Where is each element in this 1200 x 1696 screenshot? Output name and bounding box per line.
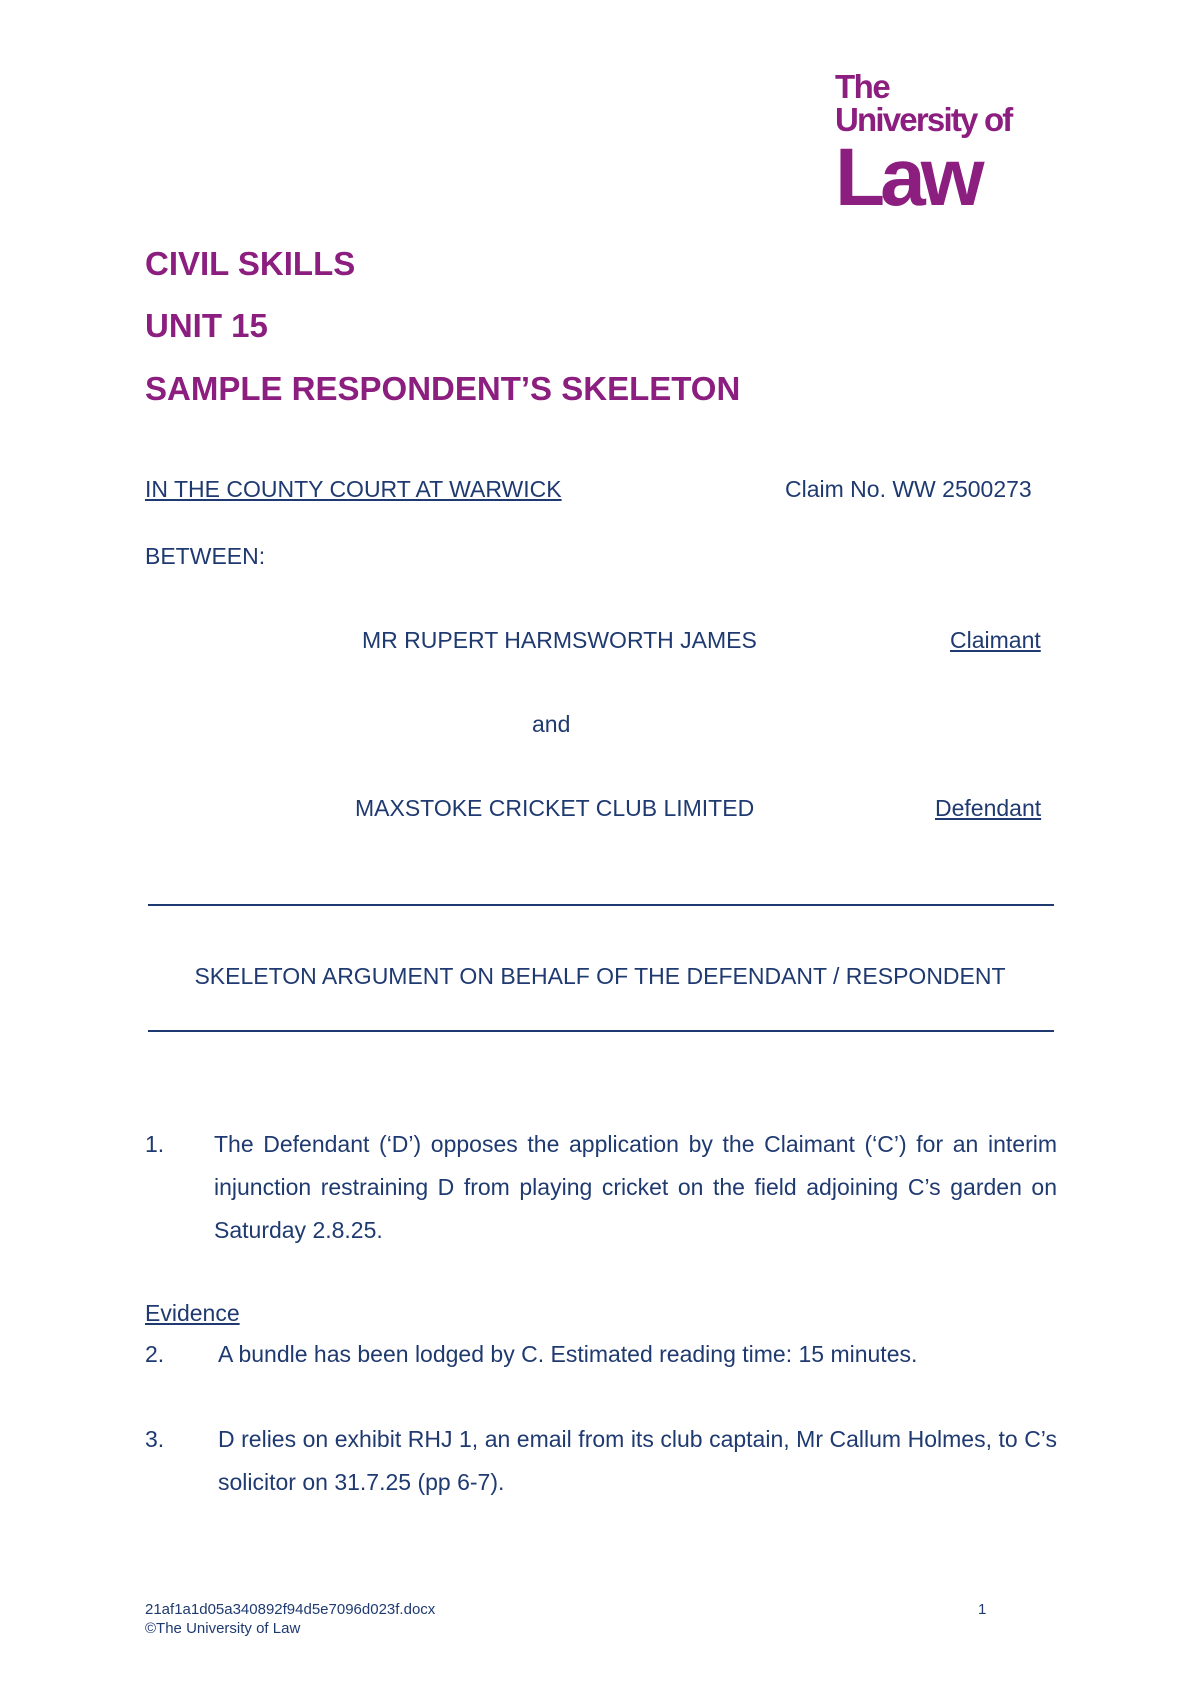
skeleton-argument-heading: SKELETON ARGUMENT ON BEHALF OF THE DEFENDANT / RESPONDENT — [194, 963, 1006, 989]
logo-line-the: The — [835, 68, 890, 105]
title-unit: UNIT 15 — [145, 307, 268, 344]
footer-copyright: ©The University of Law — [145, 1620, 301, 1637]
claim-number: Claim No. WW 2500273 — [785, 476, 1032, 502]
title-sample-skeleton: SAMPLE RESPONDENT’S SKELETON — [145, 370, 741, 407]
claimant-name: MR RUPERT HARMSWORTH JAMES — [362, 627, 757, 653]
paragraph-number-1: 1. — [145, 1131, 165, 1157]
footer-filename: 21af1a1d05a340892f94d5e7096d023f.docx — [145, 1601, 436, 1618]
heading-rule-bottom — [148, 1030, 1054, 1032]
paragraph-text-3: D relies on exhibit RHJ 1, an email from its club captain, Mr Callum Holmes, to C’s solicitor on 31.7.25 (pp 6-7). — [218, 1426, 1057, 1495]
footer-page-number: 1 — [978, 1601, 987, 1618]
title-civil-skills: CIVIL SKILLS — [145, 245, 356, 282]
court-name: IN THE COUNTY COURT AT WARWICK — [145, 476, 562, 502]
between-label: BETWEEN: — [145, 543, 266, 569]
university-logo — [835, 68, 1035, 223]
paragraph-text-1: The Defendant (‘D’) opposes the application by the Claimant (‘C’) for an interim injunction restraining D from playing cricket on the field adjoining C’s garden on Saturday 2.8.25. — [214, 1131, 1057, 1243]
heading-rule-top — [148, 904, 1054, 906]
defendant-name: MAXSTOKE CRICKET CLUB LIMITED — [355, 795, 755, 821]
paragraph-text-2: A bundle has been lodged by C. Estimated reading time: 15 minutes. — [218, 1341, 918, 1367]
and-label: and — [532, 711, 571, 737]
section-heading-evidence: Evidence — [145, 1300, 240, 1326]
paragraph-number-3: 3. — [145, 1426, 165, 1452]
paragraph-number-2: 2. — [145, 1341, 165, 1367]
logo-line-university: University of — [835, 101, 1012, 138]
claimant-role: Claimant — [950, 627, 1041, 653]
defendant-role: Defendant — [935, 795, 1042, 821]
logo-line-law: Law — [835, 132, 980, 223]
